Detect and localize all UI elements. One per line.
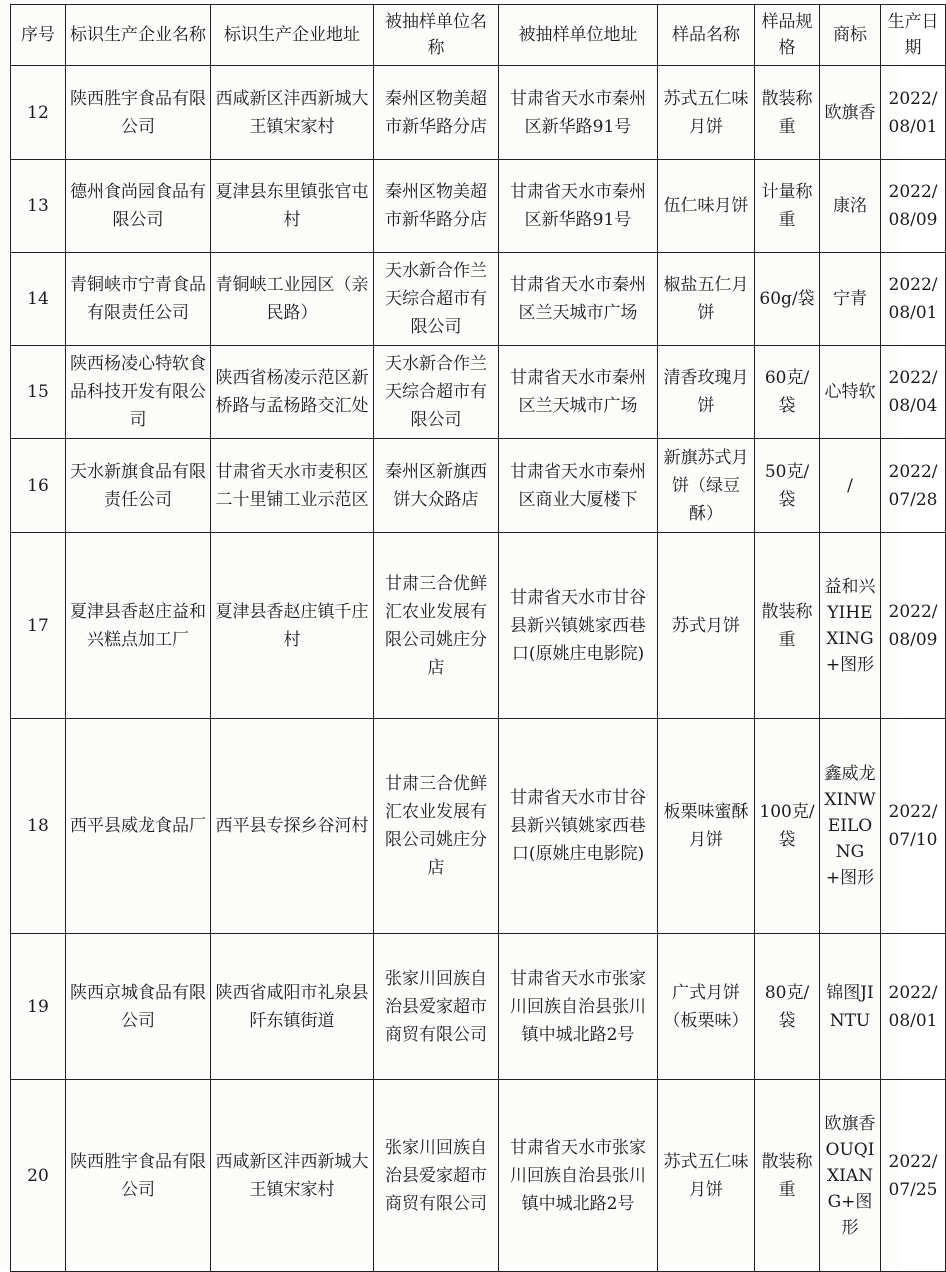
cell-manufacturer: 陕西杨凌心特软食品科技开发有限公司 (66, 346, 211, 439)
cell-spec: 散装称重 (755, 66, 820, 160)
cell-seq: 16 (11, 439, 66, 533)
cell-production-date: 2022/08/01 (881, 66, 946, 160)
cell-spec: 50克/袋 (755, 439, 820, 533)
cell-manufacturer-address: 陕西省杨凌示范区新桥路与孟杨路交汇处 (211, 346, 374, 439)
header-seq: 序号 (11, 5, 66, 66)
cell-manufacturer: 德州食尚园食品有限公司 (66, 160, 211, 253)
cell-manufacturer: 陕西胜宇食品有限公司 (66, 66, 211, 160)
cell-brand: 心特软 (820, 346, 881, 439)
cell-brand: 康洺 (820, 160, 881, 253)
cell-sample-name: 苏式月饼 (658, 533, 755, 719)
table-body (11, 66, 946, 1272)
cell-brand: / (820, 439, 881, 533)
header-sample-name: 样品名称 (658, 5, 755, 66)
cell-seq: 18 (11, 719, 66, 934)
cell-manufacturer: 西平县威龙食品厂 (66, 719, 211, 934)
cell-manufacturer-address: 陕西省咸阳市礼泉县阡东镇街道 (211, 934, 374, 1080)
cell-sampled-unit-address: 甘肃省天水市秦州区新华路91号 (499, 160, 658, 253)
cell-spec: 计量称重 (755, 160, 820, 253)
cell-seq: 15 (11, 346, 66, 439)
cell-sample-name: 清香玫瑰月饼 (658, 346, 755, 439)
cell-sample-name: 苏式五仁味月饼 (658, 66, 755, 160)
cell-sampled-unit-address: 甘肃省天水市秦州区商业大厦楼下 (499, 439, 658, 533)
header-manufacturer-address: 标识生产企业地址 (211, 5, 374, 66)
table-row (11, 253, 946, 346)
header-row (11, 5, 946, 66)
cell-sampled-unit-address: 甘肃省天水市甘谷县新兴镇姚家西巷口(原姚庄电影院) (499, 533, 658, 719)
cell-spec: 60克/袋 (755, 346, 820, 439)
cell-sampled-unit: 张家川回族自治县爱家超市商贸有限公司 (374, 1080, 499, 1272)
table-row (11, 719, 946, 934)
cell-manufacturer-address: 甘肃省天水市麦积区二十里铺工业示范区 (211, 439, 374, 533)
cell-sampled-unit: 甘肃三合优鲜汇农业发展有限公司姚庄分店 (374, 719, 499, 934)
table-row (11, 533, 946, 719)
cell-manufacturer-address: 西平县专探乡谷河村 (211, 719, 374, 934)
cell-manufacturer: 陕西胜宇食品有限公司 (66, 1080, 211, 1272)
cell-manufacturer-address: 青铜峡工业园区（亲民路） (211, 253, 374, 346)
cell-sampled-unit: 秦州区物美超市新华路分店 (374, 66, 499, 160)
cell-brand: 欧旗香OUQIXIANG+图形 (820, 1080, 881, 1272)
cell-manufacturer-address: 夏津县香赵庄镇千庄村 (211, 533, 374, 719)
cell-sample-name: 椒盐五仁月饼 (658, 253, 755, 346)
cell-sampled-unit-address: 甘肃省天水市秦州区兰天城市广场 (499, 346, 658, 439)
table-row (11, 1080, 946, 1272)
cell-manufacturer: 夏津县香赵庄益和兴糕点加工厂 (66, 533, 211, 719)
cell-sampled-unit: 天水新合作兰天综合超市有限公司 (374, 253, 499, 346)
cell-sampled-unit: 甘肃三合优鲜汇农业发展有限公司姚庄分店 (374, 533, 499, 719)
cell-manufacturer: 青铜峡市宁青食品有限责任公司 (66, 253, 211, 346)
cell-production-date: 2022/08/04 (881, 346, 946, 439)
cell-sampled-unit-address: 甘肃省天水市张家川回族自治县张川镇中城北路2号 (499, 1080, 658, 1272)
table-row (11, 934, 946, 1080)
table-row (11, 346, 946, 439)
sampling-results-table (10, 4, 946, 1272)
header-manufacturer: 标识生产企业名称 (66, 5, 211, 66)
cell-spec: 100克/袋 (755, 719, 820, 934)
cell-manufacturer-address: 夏津县东里镇张官屯村 (211, 160, 374, 253)
cell-seq: 17 (11, 533, 66, 719)
cell-production-date: 2022/08/01 (881, 934, 946, 1080)
cell-sampled-unit: 秦州区新旗西饼大众路店 (374, 439, 499, 533)
cell-spec: 散装称重 (755, 533, 820, 719)
cell-sample-name: 苏式五仁味月饼 (658, 1080, 755, 1272)
cell-sample-name: 板栗味蜜酥月饼 (658, 719, 755, 934)
cell-production-date: 2022/08/01 (881, 253, 946, 346)
table-row (11, 66, 946, 160)
cell-spec: 60g/袋 (755, 253, 820, 346)
cell-manufacturer: 天水新旗食品有限责任公司 (66, 439, 211, 533)
cell-production-date: 2022/07/10 (881, 719, 946, 934)
cell-sampled-unit-address: 甘肃省天水市甘谷县新兴镇姚家西巷口(原姚庄电影院) (499, 719, 658, 934)
cell-seq: 13 (11, 160, 66, 253)
cell-seq: 19 (11, 934, 66, 1080)
cell-sample-name: 新旗苏式月饼（绿豆酥） (658, 439, 755, 533)
cell-sample-name: 广式月饼（板栗味） (658, 934, 755, 1080)
cell-brand: 益和兴YIHEXING+图形 (820, 533, 881, 719)
header-production-date: 生产日期 (881, 5, 946, 66)
cell-sampled-unit: 天水新合作兰天综合超市有限公司 (374, 346, 499, 439)
cell-sampled-unit-address: 甘肃省天水市秦州区新华路91号 (499, 66, 658, 160)
cell-production-date: 2022/07/28 (881, 439, 946, 533)
cell-sampled-unit-address: 甘肃省天水市张家川回族自治县张川镇中城北路2号 (499, 934, 658, 1080)
cell-seq: 14 (11, 253, 66, 346)
table-row (11, 439, 946, 533)
cell-spec: 散装称重 (755, 1080, 820, 1272)
cell-brand: 鑫威龙XINWEILONG+图形 (820, 719, 881, 934)
cell-sample-name: 伍仁味月饼 (658, 160, 755, 253)
header-sampled-unit-address: 被抽样单位地址 (499, 5, 658, 66)
table-row (11, 160, 946, 253)
cell-seq: 12 (11, 66, 66, 160)
cell-production-date: 2022/08/09 (881, 533, 946, 719)
cell-production-date: 2022/08/09 (881, 160, 946, 253)
cell-spec: 80克/袋 (755, 934, 820, 1080)
cell-manufacturer: 陕西京城食品有限公司 (66, 934, 211, 1080)
cell-production-date: 2022/07/25 (881, 1080, 946, 1272)
cell-manufacturer-address: 西咸新区沣西新城大王镇宋家村 (211, 66, 374, 160)
cell-sampled-unit: 张家川回族自治县爱家超市商贸有限公司 (374, 934, 499, 1080)
cell-sampled-unit-address: 甘肃省天水市秦州区兰天城市广场 (499, 253, 658, 346)
cell-brand: 欧旗香 (820, 66, 881, 160)
header-sampled-unit: 被抽样单位名称 (374, 5, 499, 66)
cell-seq: 20 (11, 1080, 66, 1272)
cell-brand: 宁青 (820, 253, 881, 346)
cell-sampled-unit: 秦州区物美超市新华路分店 (374, 160, 499, 253)
cell-brand: 锦图JINTU (820, 934, 881, 1080)
header-spec: 样品规格 (755, 5, 820, 66)
cell-manufacturer-address: 西咸新区沣西新城大王镇宋家村 (211, 1080, 374, 1272)
table-header (11, 5, 946, 66)
header-brand: 商标 (820, 5, 881, 66)
